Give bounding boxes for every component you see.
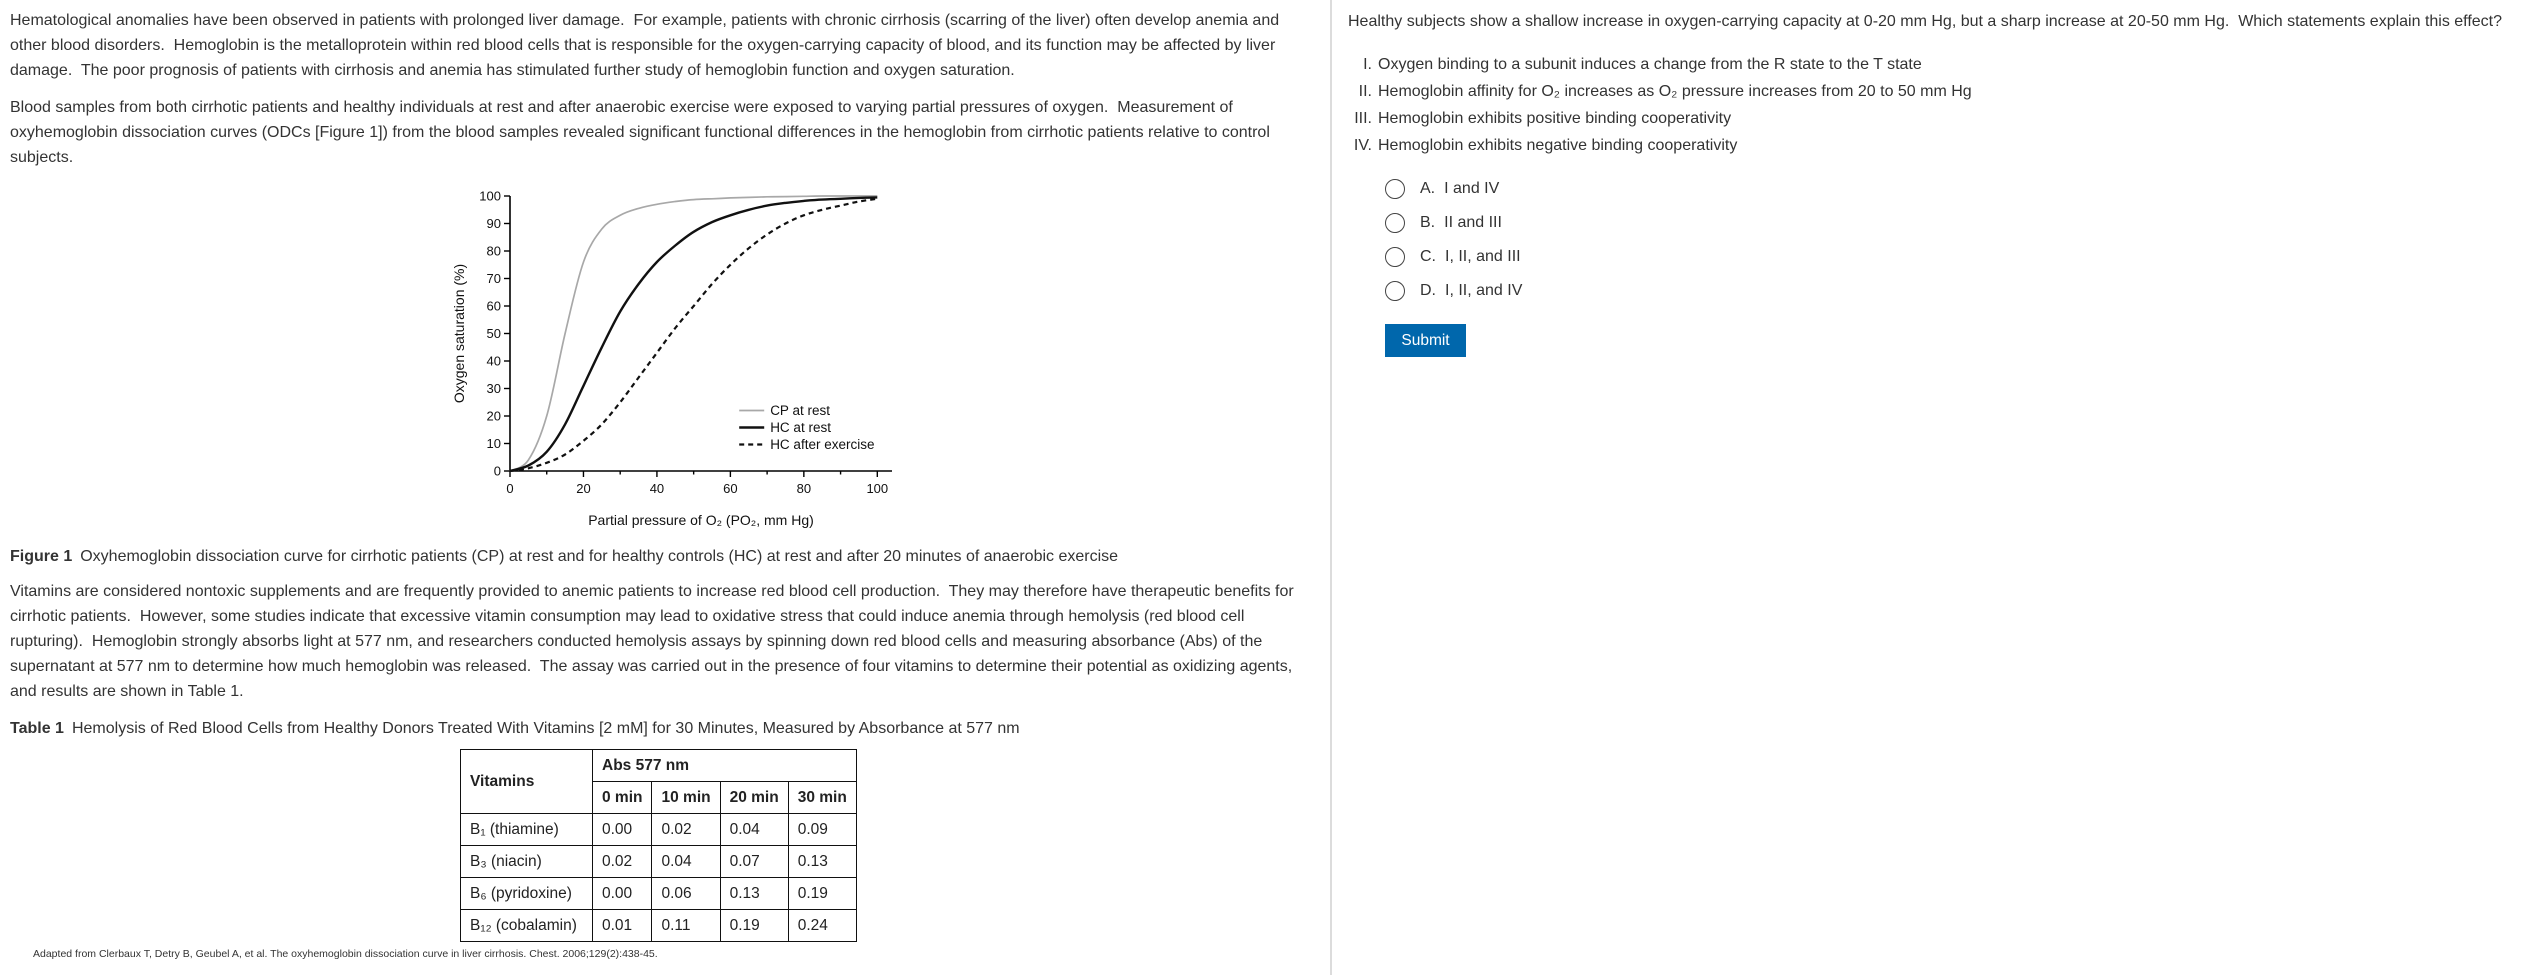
statement-numeral: IV. xyxy=(1353,137,1372,154)
passage-paragraph-1: Hematological anomalies have been observed in patients with prolonged liver damage. For example, patients with chronic cirrhosis (scarring of the liver) often develop anemia and other blood disorders. Hemoglobin is the metalloprotein within red blood cells that is responsible for the oxygen-carrying capacity of blood, and its function may be affected by liver damage. The poor prognosis of patients with cirrhosis and anemia has stimulated further study of hemoglobin function and oxygen saturation. xyxy=(10,12,1284,79)
column-header-0min: 0 min xyxy=(593,782,652,814)
column-header-20min: 20 min xyxy=(720,782,788,814)
absorbance-value: 0.04 xyxy=(720,814,788,846)
svg-text:90: 90 xyxy=(486,216,501,231)
statement-numeral: III. xyxy=(1354,110,1372,127)
absorbance-value: 0.02 xyxy=(593,846,652,878)
passage-paragraph-3: Vitamins are considered nontoxic supplements and are frequently provided to anemic patients to increase red blood cell production. They may therefore have therapeutic benefits for cirrhotic patients. However, some studies indicate that excessive vitamin consumption may lead to oxidative stress that could induce anemia through hemolysis (red blood cell rupturing). Hemoglobin strongly absorbs light at 577 nm, and researchers conducted hemolysis assays by spinning down red blood cells and measuring absorbance (Abs) of the supernatant at 577 nm to determine how much hemoglobin was released. The assay was carried out in the presence of four vitamins to determine their potential as oxidizing agents, and results are shown in Table 1. xyxy=(10,583,1299,700)
statement-item-4 xyxy=(1348,132,2514,159)
option-letter: A. xyxy=(1420,180,1436,197)
option-letter: D. xyxy=(1420,282,1436,299)
option-text: I, II, and IV xyxy=(1445,282,1523,299)
legend-label: HC at rest xyxy=(770,420,831,435)
vitamin-name: B₃ (niacin) xyxy=(461,846,593,878)
svg-text:70: 70 xyxy=(486,271,501,286)
answer-option-d[interactable] xyxy=(1385,274,2514,308)
absorbance-value: 0.01 xyxy=(593,910,652,942)
table-header-row xyxy=(461,750,857,782)
legend-label: HC after exercise xyxy=(770,437,875,452)
answer-option-b[interactable] xyxy=(1385,206,2514,240)
figure-caption-text: Oxyhemoglobin dissociation curve for cirrhotic patients (CP) at rest and for healthy controls (HC) at rest and after 20 minutes of anaerobic exercise xyxy=(80,548,1119,565)
odc-chart xyxy=(450,182,910,537)
absorbance-value: 0.09 xyxy=(788,814,856,846)
absorbance-value: 0.02 xyxy=(652,814,720,846)
statement-item-2 xyxy=(1348,78,2514,105)
table-row xyxy=(461,814,857,846)
absorbance-value: 0.11 xyxy=(652,910,720,942)
question-stem: Healthy subjects show a shallow increase in oxygen-carrying capacity at 0-20 mm Hg, but a sharp increase at 20-50 mm Hg. Which statements explain this effect? xyxy=(1348,13,2503,30)
absorbance-value: 0.00 xyxy=(593,814,652,846)
legend-label: CP at rest xyxy=(770,403,830,418)
absorbance-value: 0.19 xyxy=(720,910,788,942)
table-caption-label: Table 1 xyxy=(10,720,64,737)
absorbance-value: 0.13 xyxy=(720,878,788,910)
svg-text:40: 40 xyxy=(486,353,501,369)
svg-text:Partial pressure of O₂ (PO₂, m: Partial pressure of O₂ (PO₂, mm Hg) xyxy=(588,512,814,528)
statement-item-3 xyxy=(1348,105,2514,132)
absorbance-value: 0.00 xyxy=(593,878,652,910)
statement-text: Hemoglobin affinity for O₂ increases as O₂ pressure increases from 20 to 50 mm Hg xyxy=(1378,83,1972,100)
column-header-30min: 30 min xyxy=(788,782,856,814)
radio-button-c[interactable] xyxy=(1385,247,1405,267)
vitamin-name: B₁₂ (cobalamin) xyxy=(461,910,593,942)
radio-button-a[interactable] xyxy=(1385,179,1405,199)
svg-text:60: 60 xyxy=(723,481,738,496)
statement-numeral: II. xyxy=(1358,83,1372,100)
svg-text:80: 80 xyxy=(486,243,501,259)
table-body xyxy=(461,814,857,942)
svg-text:80: 80 xyxy=(796,481,812,496)
svg-text:60: 60 xyxy=(486,298,501,314)
table-row xyxy=(461,878,857,910)
svg-text:10: 10 xyxy=(486,436,501,451)
absorbance-value: 0.04 xyxy=(652,846,720,878)
radio-button-d[interactable] xyxy=(1385,281,1405,301)
figure-caption-label: Figure 1 xyxy=(10,548,73,565)
option-text: II and III xyxy=(1444,214,1502,231)
figure-1 xyxy=(450,182,910,542)
table-header-vitamins: Vitamins xyxy=(461,750,593,814)
option-letter: C. xyxy=(1420,248,1436,265)
absorbance-value: 0.06 xyxy=(652,878,720,910)
source-citation: Adapted from Clerbaux T, Detry B, Geubel A, et al. The oxyhemoglobin dissociation curve in liver cirrhosis. Chest. 2006;129(2):438-45. xyxy=(33,948,658,960)
svg-text:20: 20 xyxy=(576,481,591,496)
option-text: I, II, and III xyxy=(1445,248,1521,265)
question-panel xyxy=(1332,0,2524,975)
svg-text:100: 100 xyxy=(866,481,889,496)
svg-text:0: 0 xyxy=(506,481,514,496)
svg-text:50: 50 xyxy=(486,326,501,341)
statement-text: Hemoglobin exhibits negative binding cooperativity xyxy=(1378,137,1738,154)
statement-text: Oxygen binding to a subunit induces a change from the R state to the T state xyxy=(1378,56,1922,73)
vitamin-name: B₁ (thiamine) xyxy=(461,814,593,846)
option-letter: B. xyxy=(1420,214,1436,231)
svg-text:30: 30 xyxy=(486,381,501,396)
figure-caption xyxy=(10,544,1314,569)
absorbance-value: 0.13 xyxy=(788,846,856,878)
absorbance-value: 0.07 xyxy=(720,846,788,878)
passage-paragraph-2: Blood samples from both cirrhotic patients and healthy individuals at rest and after anaerobic exercise were exposed to varying partial pressures of oxygen. Measurement of oxyhemoglobin dissociation curves (ODCs [Figure 1]) from the blood samples revealed significant functional differences in the hemoglobin from cirrhotic patients relative to control subjects. xyxy=(10,99,1275,166)
svg-text:40: 40 xyxy=(649,481,665,496)
options-list xyxy=(1385,172,2514,308)
column-header-10min: 10 min xyxy=(652,782,720,814)
answer-option-c[interactable] xyxy=(1385,240,2514,274)
svg-text:Oxygen saturation (%): Oxygen saturation (%) xyxy=(451,263,467,404)
radio-button-b[interactable] xyxy=(1385,213,1405,233)
vitamin-name: B₆ (pyridoxine) xyxy=(461,878,593,910)
svg-text:20: 20 xyxy=(486,408,501,424)
absorbance-value: 0.19 xyxy=(788,878,856,910)
svg-text:100: 100 xyxy=(479,188,501,204)
table-row xyxy=(461,910,857,942)
svg-text:0: 0 xyxy=(493,463,501,479)
absorbance-value: 0.24 xyxy=(788,910,856,942)
hemolysis-table xyxy=(460,749,857,942)
table-caption-text: Hemolysis of Red Blood Cells from Healthy Donors Treated With Vitamins [2 mM] for 30 Minutes, Measured by Absorbance at 577 nm xyxy=(71,720,1020,737)
table-header-abs577: Abs 577 nm xyxy=(593,750,857,782)
table-row xyxy=(461,846,857,878)
answer-option-a[interactable] xyxy=(1385,172,2514,206)
statement-item-1 xyxy=(1348,51,2514,78)
statement-numeral: I. xyxy=(1363,56,1372,73)
statement-text: Hemoglobin exhibits positive binding cooperativity xyxy=(1378,110,1732,127)
table-caption xyxy=(10,716,1314,741)
statements-list xyxy=(1348,51,2514,159)
option-text: I and IV xyxy=(1444,180,1500,197)
submit-button[interactable]: Submit xyxy=(1385,324,1466,357)
